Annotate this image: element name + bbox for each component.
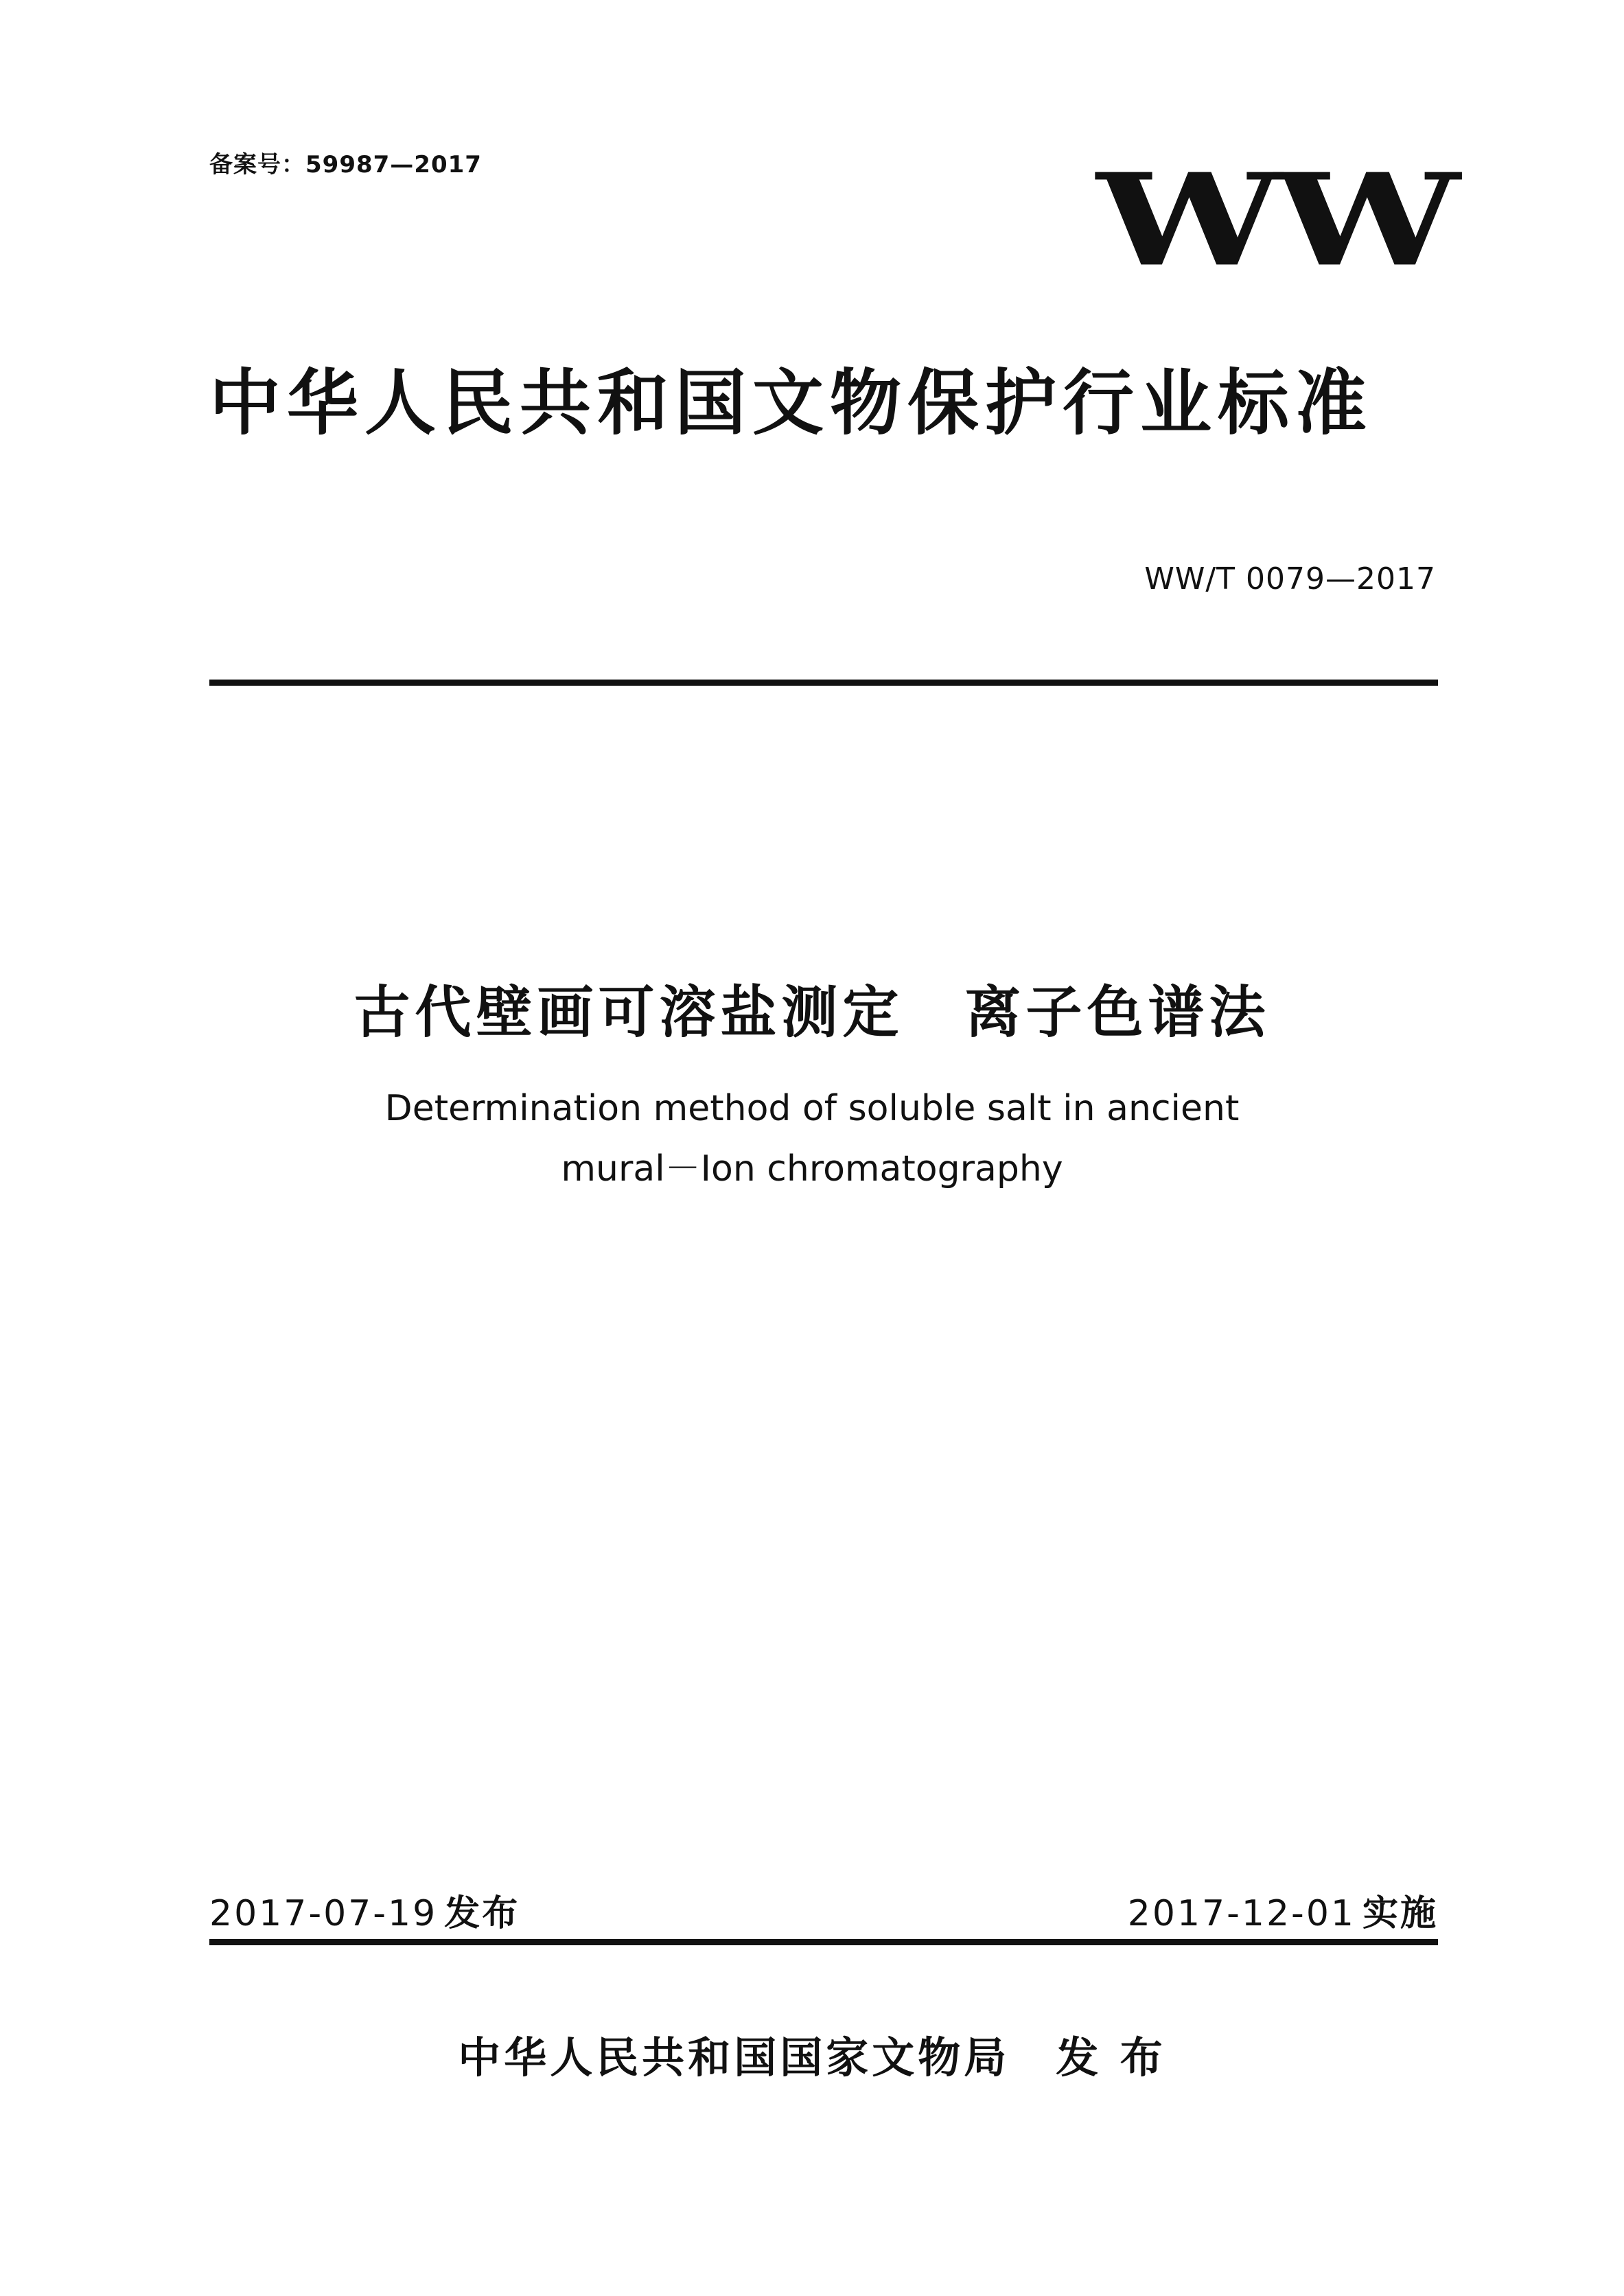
issue-label: 发布 [444, 1893, 520, 1934]
document-title-english-line-2: mural－Ion chromatography [561, 1148, 1063, 1190]
document-title-english-line-1: Determination method of soluble salt in ancient [384, 1088, 1240, 1129]
standard-category-title: 中华人民共和国文物保护行业标准 [209, 361, 1373, 445]
implementation-date: 2017-12-01 [1127, 1893, 1356, 1934]
ww-logo: WW [1096, 145, 1452, 295]
filing-number: 备案号：59987—2017 [209, 151, 482, 178]
implementation-date-block [1128, 1884, 1438, 1936]
standard-code: WW/T 0079—2017 [1144, 561, 1436, 596]
issuing-authority: 中华人民共和国国家文物局 发 布 [458, 2032, 1166, 2083]
implementation-label: 实施 [1362, 1893, 1438, 1934]
top-divider [209, 680, 1438, 686]
bottom-divider [209, 1939, 1438, 1945]
issue-date-block [209, 1884, 520, 1936]
issue-date: 2017-07-19 [209, 1893, 438, 1934]
document-title-chinese: 古代壁画可溶盐测定 离子色谱法 [353, 980, 1271, 1045]
